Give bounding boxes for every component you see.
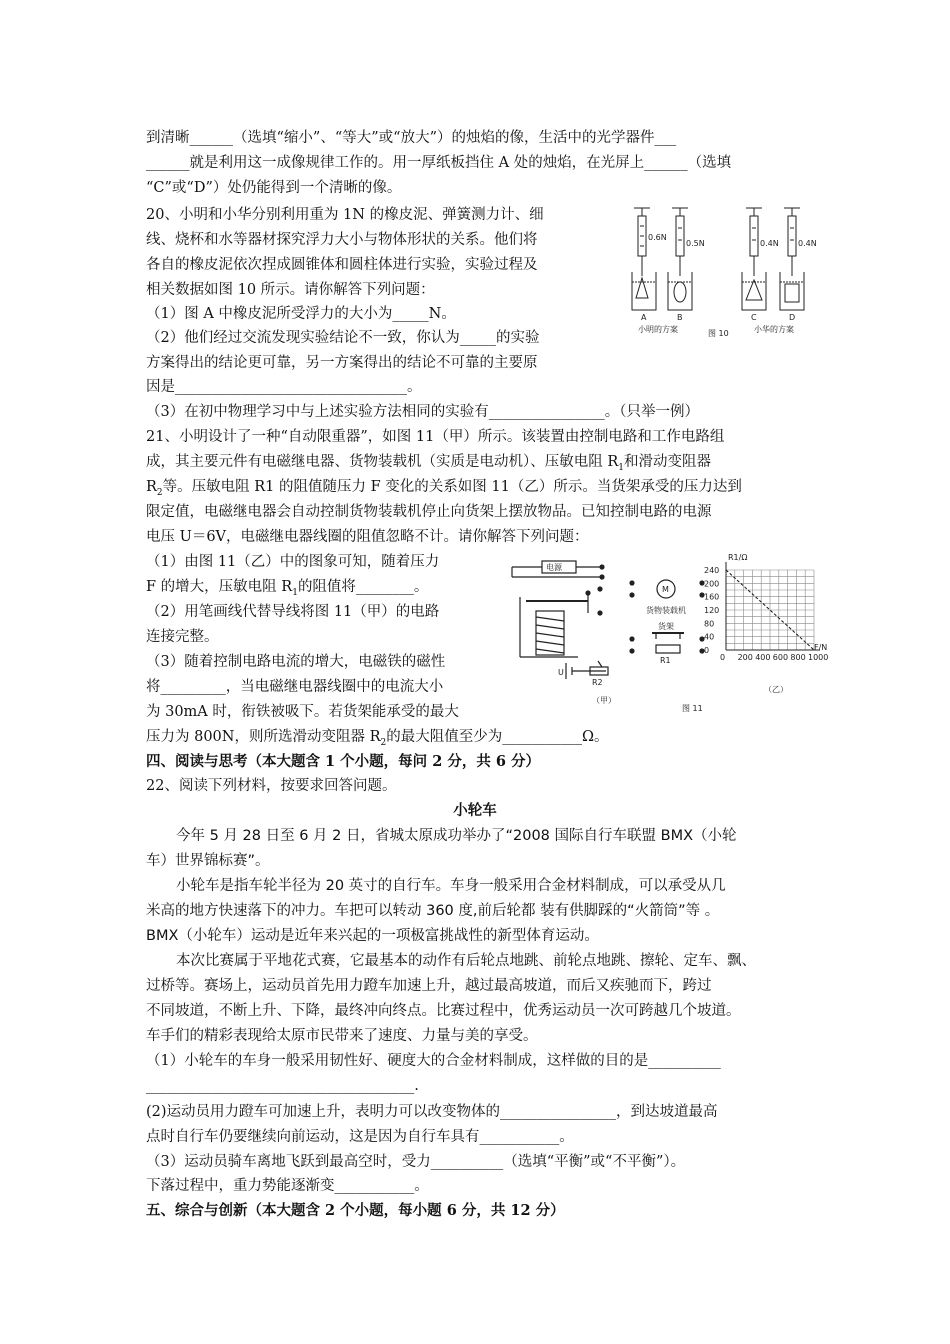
- x-tick-label: 1000: [808, 653, 829, 662]
- text-line: 方案得出的结论更可靠，另一方案得出的结论不可靠的主要原: [146, 355, 538, 371]
- text-line: 为 30mA 时，衔铁被吸下。若货架能承受的最大: [146, 704, 459, 720]
- text-line: 各自的橡皮泥依次捏成圆锥体和圆柱体进行实验，实验过程及: [146, 257, 538, 273]
- label-shelf: 货架: [658, 622, 674, 631]
- question-line: 点时自行车仍要继续向前运动，这是因为自行车具有___________。: [146, 1129, 574, 1145]
- paragraph-line: 不同坡道，不断上升、下降，最终冲向终点。比赛过程中，优秀运动员一次可跨越几个坡道。: [146, 1003, 741, 1019]
- figure-10: [628, 206, 828, 346]
- question-line: （1）小轮车的车身一般采用韧性好、硬度大的合金材料制成，这样做的目的是__________: [146, 1053, 721, 1069]
- label-c: C: [751, 313, 757, 322]
- x-tick-label: 600: [772, 653, 789, 662]
- label-loader: 货物装载机: [646, 606, 686, 615]
- reading-c: 0.4N: [760, 239, 779, 248]
- x-tick-label: 200: [737, 653, 753, 662]
- label-yi: （乙）: [764, 685, 788, 694]
- label-d: D: [789, 313, 796, 322]
- svg-text:M: M: [662, 585, 669, 594]
- y-tick-label: 0: [704, 646, 710, 655]
- paragraph-line: 车）世界锦标赛”。: [146, 853, 270, 869]
- y-tick-label: 200: [704, 579, 720, 589]
- x-tick-label: 400: [755, 653, 771, 662]
- text-line: （1）图 A 中橡皮泥所受浮力的大小为_____N。: [146, 306, 456, 322]
- y-axis-label: R1/Ω: [728, 553, 748, 562]
- label-r1: R1: [660, 656, 671, 665]
- figure-11-circuit: [506, 553, 706, 713]
- caption-xiaoming: 小明的方案: [638, 325, 678, 334]
- text-line: （2）用笔画线代替导线将图 11（甲）的电路: [146, 604, 440, 620]
- text-line: F 的增大，压敏电阻 $R_1$的阻值将________。: [146, 579, 429, 598]
- text-line: 相关数据如图 10 所示。请你解答下列问题：: [146, 282, 435, 298]
- article-title: 小轮车: [453, 803, 497, 819]
- label-b: B: [677, 313, 683, 322]
- label-r2: R2: [592, 678, 603, 687]
- question-line: (2)运动员用力蹬车可加速上升，表明力可以改变物体的________________，到达坡道最高: [146, 1104, 718, 1120]
- label-u: U: [558, 668, 564, 677]
- question-22-text: 22、阅读下列材料，按要求回答问题。: [146, 778, 397, 794]
- label-a: A: [641, 313, 647, 322]
- reading-d: 0.4N: [798, 239, 817, 248]
- reading-a: 0.6N: [648, 233, 667, 242]
- text-line: 电压 U＝6V，电磁继电器线圈的阻值忽略不计。请你解答下列问题：: [146, 529, 589, 545]
- paragraph-line: 米高的地方快速落下的冲力。车把可以转动 360 度,前后轮都 装有供脚踩的“火箭筒”等 。: [146, 903, 720, 919]
- caption-xiaohua: 小华的方案: [754, 325, 794, 334]
- text-line: 到清晰______（选填“缩小”、“等大”或“放大”）的烛焰的像，生活中的光学器件___: [146, 130, 677, 146]
- label-jia: （甲）: [592, 696, 616, 705]
- y-tick-label: 40: [704, 632, 715, 642]
- y-tick-label: 160: [704, 592, 720, 602]
- text-line: 成，其主要元件有电磁继电器、货物装载机（实质是电动机）、压敏电阻 $R_1$和滑动变阻器: [146, 454, 712, 473]
- paragraph-line: 本次比赛属于平地花式赛，它最基本的动作有后轮点地跳、前轮点地跳、擦轮、定车、飘、: [176, 953, 756, 969]
- text-line: 将_________，当电磁继电器线圈中的电流大小: [146, 679, 444, 695]
- y-tick-label: 120: [704, 606, 720, 615]
- text-line: 限定值，电磁继电器会自动控制货物装载机停止向货架上摆放物品。已知控制电路的电源: [146, 504, 712, 520]
- label-power: 电源: [546, 563, 562, 572]
- y-tick-label: 240: [704, 566, 720, 575]
- x-tick-label: 800: [790, 653, 806, 662]
- question-line: _____________________________________.: [146, 1078, 419, 1094]
- paragraph-line: 小轮车是指车轮半径为 20 英寸的自行车。车身一般采用合金材料制成，可以承受从几: [176, 878, 726, 894]
- text-line: 因是________________________________。: [146, 379, 422, 395]
- figure-11-chart: [702, 550, 832, 700]
- text-line: （3）在初中物理学习中与上述实验方法相同的实验有________________。（只举一例）: [146, 404, 699, 420]
- text-line: 线、烧杯和水等器材探究浮力大小与物体形状的关系。他们将: [146, 232, 538, 248]
- question-20-text: 20、小明和小华分别利用重为 1N 的橡皮泥、弹簧测力计、细: [146, 207, 544, 223]
- caption-fig11: 图 11: [682, 704, 703, 713]
- paragraph-line: 今年 5 月 28 日至 6 月 2 日，省城太原成功举办了“2008 国际自行车联盟 BMX（小轮: [176, 828, 737, 844]
- reading-b: 0.5N: [686, 239, 705, 248]
- text-line: （3）随着控制电路电流的增大，电磁铁的磁性: [146, 654, 446, 670]
- caption-fig10: 图 10: [708, 329, 729, 338]
- text-line: （1）由图 11（乙）中的图象可知，随着压力: [146, 554, 440, 570]
- y-tick-label: 80: [704, 619, 715, 629]
- question-21-text: 21、小明设计了一种“自动限重器”，如图 11（甲）所示。该装置由控制电路和工作电路组: [146, 429, 725, 445]
- text-line: $R_2$等。压敏电阻 R1 的阻值随压力 F 变化的关系如图 11（乙）所示。当货架承受的压力达到: [146, 479, 742, 498]
- question-line: 下落过程中，重力势能逐渐变___________。: [146, 1178, 429, 1194]
- section-4-heading: 四、阅读与思考（本大题含 1 个小题，每问 2 分，共 6 分）: [146, 753, 541, 770]
- text-line: 压力为 800N，则所选滑动变阻器 $R_2$的最大阻值至少为___________Ω。: [146, 729, 609, 748]
- text-line: （2）他们经过交流发现实验结论不一致，你认为_____的实验: [146, 330, 540, 346]
- text-line: ______就是利用这一成像规律工作的。用一厚纸板挡住 A 处的烛焰，在光屏上______（选填: [146, 155, 732, 171]
- paragraph-line: BMX（小轮车）运动是近年来兴起的一项极富挑战性的新型体育运动。: [146, 928, 599, 944]
- section-5-heading: 五、综合与创新（本大题含 2 个小题，每小题 6 分，共 12 分）: [146, 1202, 565, 1219]
- paragraph-line: 过桥等。赛场上，运动员首先用力蹬车加速上升，越过最高坡道，而后又疾驰而下，跨过: [146, 978, 712, 994]
- paragraph-line: 车手们的精彩表现给太原市民带来了速度、力量与美的享受。: [146, 1028, 538, 1044]
- x-tick-label: 0: [720, 653, 726, 662]
- text-line: 连接完整。: [146, 629, 219, 645]
- question-line: （3）运动员骑车离地飞跃到最高空时，受力__________（选填“平衡”或“不平衡”）。: [146, 1154, 686, 1170]
- text-line: “C”或“D”）处仍能得到一个清晰的像。: [146, 180, 402, 196]
- x-axis-label: F/N: [814, 643, 828, 652]
